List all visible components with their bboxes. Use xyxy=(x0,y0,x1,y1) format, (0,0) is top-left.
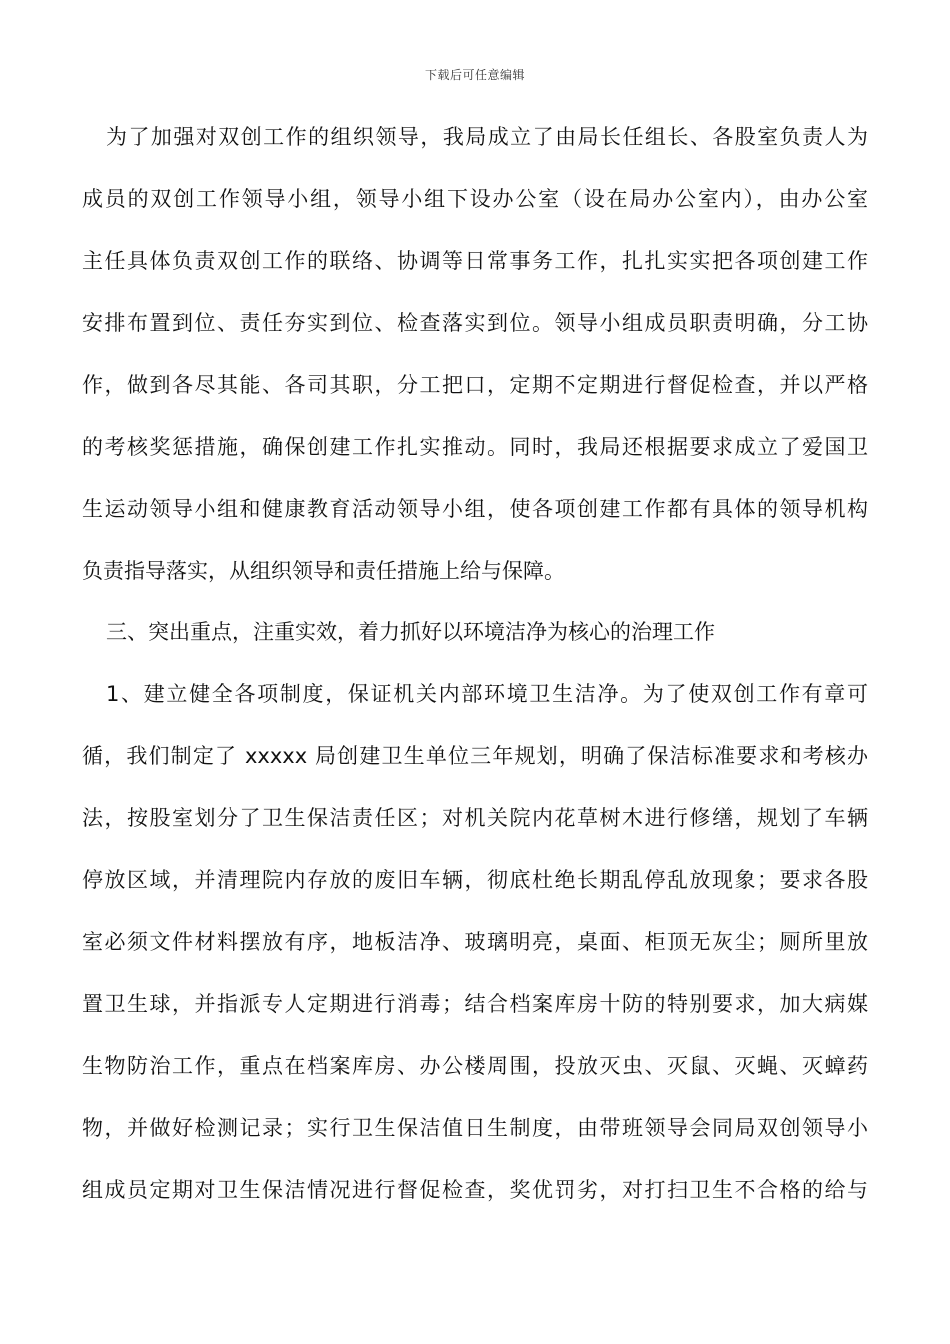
paragraph-line: 生物防治工作，重点在档案库房、办公楼周围，投放灭虫、灭鼠、灭蝇、灭蟑药 xyxy=(82,1054,868,1078)
paragraph-line: 停放区域，并清理院内存放的废旧车辆，彻底杜绝长期乱停乱放现象；要求各股 xyxy=(82,868,868,892)
paragraph-line: 主任具体负责双创工作的联络、协调等日常事务工作，扎扎实实把各项创建工作 xyxy=(82,249,868,273)
paragraph-line: 循，我们制定了 xxxxx 局创建卫生单位三年规划，明确了保洁标准要求和考核办 xyxy=(82,744,868,768)
paragraph-line: 室必须文件材料摆放有序，地板洁净、玻璃明亮，桌面、柜顶无灰尘；厕所里放 xyxy=(82,930,868,954)
paragraph-line: 作，做到各尽其能、各司其职，分工把口，定期不定期进行督促检查，并以严格 xyxy=(82,373,868,397)
paragraph-line: 成员的双创工作领导小组，领导小组下设办公室（设在局办公室内），由办公室 xyxy=(82,187,868,211)
paragraph-line: 负责指导落实，从组织领导和责任措施上给与保障。 xyxy=(82,559,565,583)
paragraph-line: 安排布置到位、责任夯实到位、检查落实到位。领导小组成员职责明确，分工协 xyxy=(82,311,868,335)
paragraph-line: 为了加强对双创工作的组织领导，我局成立了由局长任组长、各股室负责人为 xyxy=(106,125,868,149)
paragraph-line: 置卫生球，并指派专人定期进行消毒；结合档案库房十防的特别要求，加大病媒 xyxy=(82,992,868,1016)
paragraph-line: 法，按股室划分了卫生保洁责任区；对机关院内花草树木进行修缮，规划了车辆 xyxy=(82,806,868,830)
paragraph-line: 生运动领导小组和健康教育活动领导小组，使各项创建工作都有具体的领导机构 xyxy=(82,497,868,521)
paragraph-line: 的考核奖惩措施，确保创建工作扎实推动。同时，我局还根据要求成立了爱国卫 xyxy=(82,435,868,459)
paragraph-line: 1、建立健全各项制度，保证机关内部环境卫生洁净。为了使双创工作有章可 xyxy=(106,682,868,706)
download-editable-note: 下载后可任意编辑 xyxy=(424,68,525,82)
paragraph-line: 物，并做好检测记录；实行卫生保洁值日生制度，由带班领导会同局双创领导小 xyxy=(82,1116,868,1140)
paragraph-line: 组成员定期对卫生保洁情况进行督促检查，奖优罚劣，对打扫卫生不合格的给与 xyxy=(82,1178,868,1202)
section-heading: 三、突出重点，注重实效，着力抓好以环境洁净为核心的治理工作 xyxy=(106,620,715,644)
